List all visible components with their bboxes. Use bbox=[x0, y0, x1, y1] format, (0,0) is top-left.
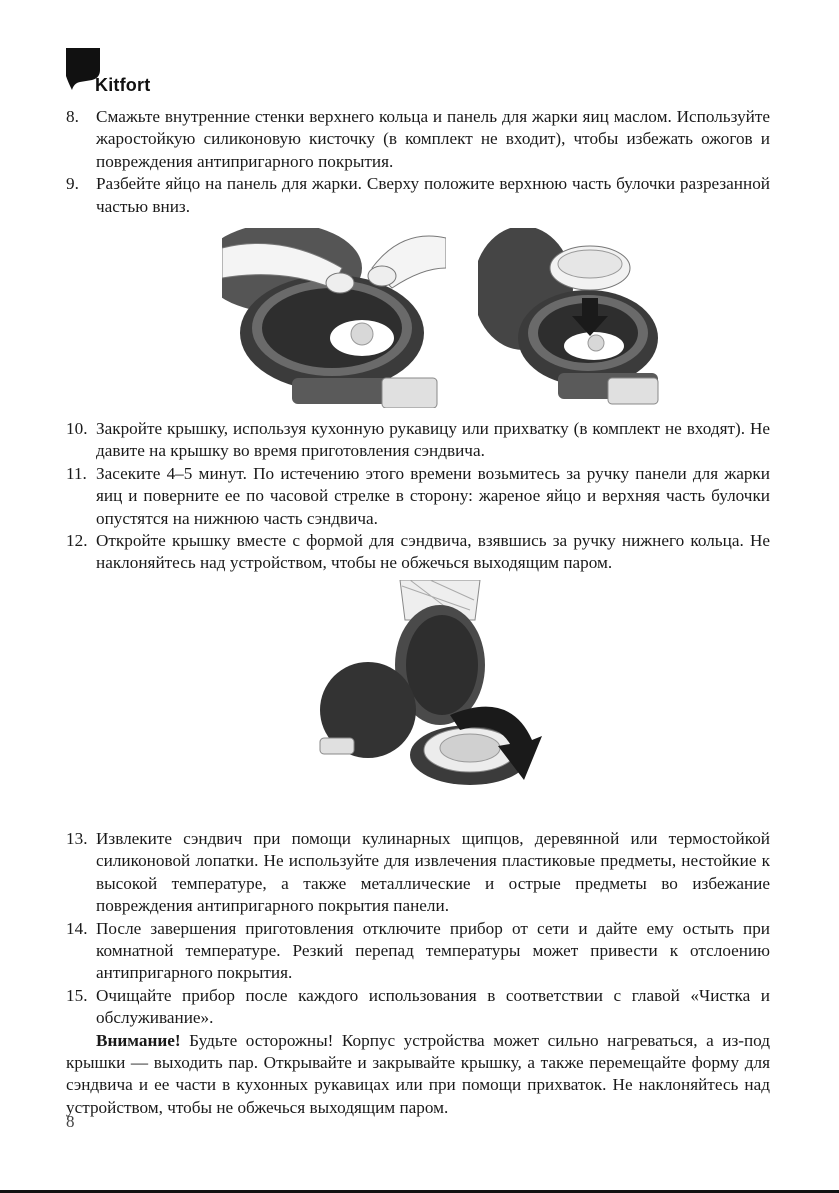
step-item bbox=[66, 918, 770, 985]
step-number: 11. bbox=[66, 463, 87, 483]
step-number: 8. bbox=[66, 107, 79, 126]
step-item bbox=[66, 106, 770, 173]
step-item bbox=[66, 828, 770, 918]
step-number: 14. bbox=[66, 918, 88, 938]
warning-label: Внимание! bbox=[96, 1030, 181, 1050]
step-text: После завершения приготовления отключите прибор от сети и дайте ему остыть при комнатной температуре. Резкий перепад температуры может привести к отслоению антипригарного покрытия. bbox=[96, 918, 770, 983]
step-item bbox=[66, 418, 770, 463]
step-text: Засеките 4–5 минут. По истечению этого времени возьмитесь за ручку панели для жарки яиц и поверните ее по часовой стрелке в сторону: жареное яйцо и верхняя часть булочки опустятся на нижнюю часть сэндвича. bbox=[96, 463, 770, 528]
step-number: 12. bbox=[66, 531, 88, 551]
step-item bbox=[66, 530, 770, 575]
steps-middle bbox=[66, 418, 770, 575]
brand-logo bbox=[66, 48, 206, 98]
step-text: Закройте крышку, используя кухонную рукавицу или прихватку (в комплект не входят). Не давите на крышку во время приготовления сэндвича. bbox=[96, 419, 770, 461]
steps-top bbox=[66, 106, 770, 218]
step-item bbox=[66, 985, 770, 1030]
steps-bottom bbox=[66, 828, 770, 1119]
step-text: Смажьте внутренние стенки верхнего кольца и панель для жарки яиц маслом. Используйте жаростойкую силиконовую кисточку (в комплект не входит), чтобы избежать ожогов и повреждения антипригарного покрытия. bbox=[96, 107, 770, 171]
step-number: 10. bbox=[66, 419, 88, 438]
step-item bbox=[66, 463, 770, 530]
step-text: Извлеките сэндвич при помощи кулинарных щипцов, деревянной или термостойкой силиконовой лопатки. Не используйте для извлечения пластиковые предметы, нестойкие к высокой температуре, а также металлические и острые предметы во избежание повреждения антипригарного покрытия панели. bbox=[96, 829, 770, 916]
step-text: Откройте крышку вместе с формой для сэндвича, взявшись за ручку нижнего кольца. Не наклоняйтесь над устройством, чтобы не обжечься выходящим паром. bbox=[96, 531, 770, 573]
step-item bbox=[66, 173, 770, 218]
brand-name: Kitfort bbox=[95, 75, 151, 95]
step-number: 9. bbox=[66, 174, 79, 194]
step-number: 15. bbox=[66, 985, 88, 1005]
step-number: 13. bbox=[66, 829, 88, 848]
step-text: Разбейте яйцо на панель для жарки. Сверху положите верхнюю часть булочки разрезанной частью вниз. bbox=[96, 174, 770, 216]
page-number: 8 bbox=[66, 1112, 75, 1131]
illustration-egg-cracking bbox=[222, 228, 446, 408]
step-text: Очищайте прибор после каждого использования в соответствии с главой «Чистка и обслуживание». bbox=[96, 985, 770, 1028]
illustration-bun-placing bbox=[478, 228, 664, 408]
warning-paragraph bbox=[66, 1030, 770, 1120]
warning-text: Будьте осторожны! Корпус устройства может сильно нагреваться, а из-под крышки — выходить пар. Открывайте и закрывайте крышку, а также перемещайте форму для сэндвича и ее части в кухонных рукавицах или при помощи прихваток. Не наклоняйтесь над устройством, чтобы не обжечься выходящим паром. bbox=[66, 1030, 770, 1117]
illustration-open-lid bbox=[310, 580, 546, 794]
